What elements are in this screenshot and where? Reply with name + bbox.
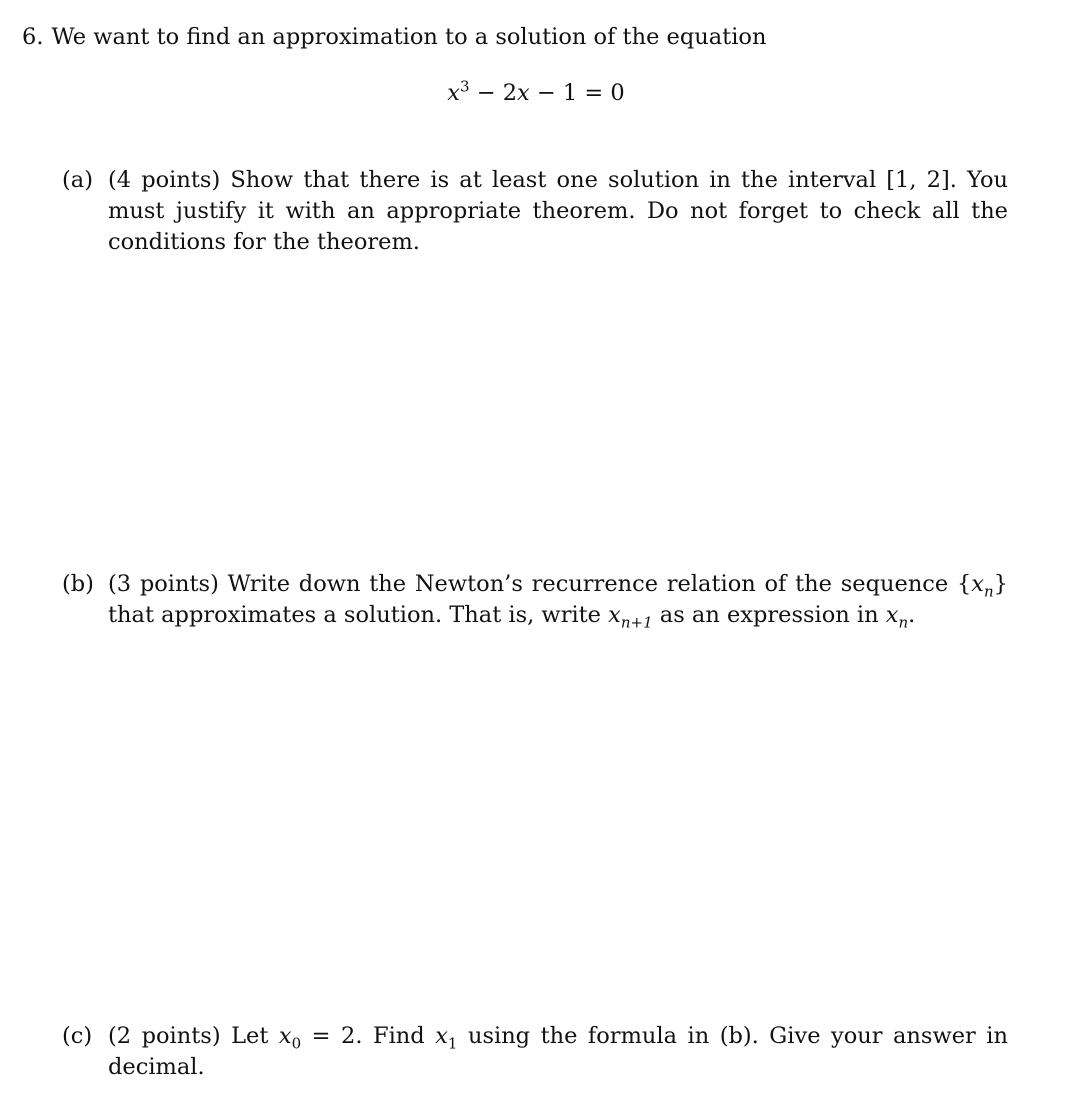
part-a-interval: [1, 2] [886,167,950,193]
part-a-label: (a) [62,167,93,193]
part-c [62,1021,1008,1083]
part-b-cur-var: x [885,602,899,628]
equation-variable: x [447,80,460,106]
equation-tail: − 1 = 0 [529,80,625,106]
part-c-text-1: (2 points) Let [108,1023,279,1049]
cubic-equation [0,78,1072,109]
part-b-seq-sub: n [984,582,994,601]
part-a-text-after: . You must justify it with an appropriate theorem. Do not forget to check all the conditions for the theorem. [108,167,1008,255]
equation-middle: − 2 [469,80,518,106]
equation-variable-2: x [517,80,530,106]
part-c-text [108,1021,1008,1083]
part-b [62,569,1008,631]
part-b-seq-var: x [971,571,984,597]
part-c-x1-sub: 1 [447,1034,458,1053]
part-c-text-2: = 2. Find [301,1023,436,1049]
part-c-x0-var: x [278,1023,292,1049]
part-b-text-4: . [908,602,916,628]
part-c-x0-sub: 0 [291,1034,302,1053]
part-b-text-1: (3 points) Write down the Newton’s recurrence relation of the sequence { [108,571,972,597]
part-b-next-sub: n+1 [620,613,653,632]
part-b-answer-space[interactable] [62,640,1008,1010]
part-a-answer-space[interactable] [62,255,1008,555]
part-c-label: (c) [62,1023,93,1049]
part-a-text [108,165,1008,258]
part-c-x1-var: x [435,1023,448,1049]
part-b-next-var: x [608,602,621,628]
part-c-text-3: using the formula in (b). Give your answer in decimal. [108,1023,1008,1080]
part-b-cur-sub: n [898,613,909,632]
part-a-text-before: (4 points) Show that there is at least one solution in the interval [108,167,887,193]
question-intro [22,22,766,53]
equation-exponent: 3 [460,77,470,96]
question-number: 6. [22,24,44,50]
part-b-label: (b) [62,571,94,597]
question-intro-text: We want to find an approximation to a solution of the equation [51,24,767,50]
part-b-text [108,569,1008,631]
part-a [62,165,1008,258]
part-b-text-2: } that approximates a solution. That is, write [108,571,1008,628]
part-b-text-3: as an expression in [652,602,886,628]
